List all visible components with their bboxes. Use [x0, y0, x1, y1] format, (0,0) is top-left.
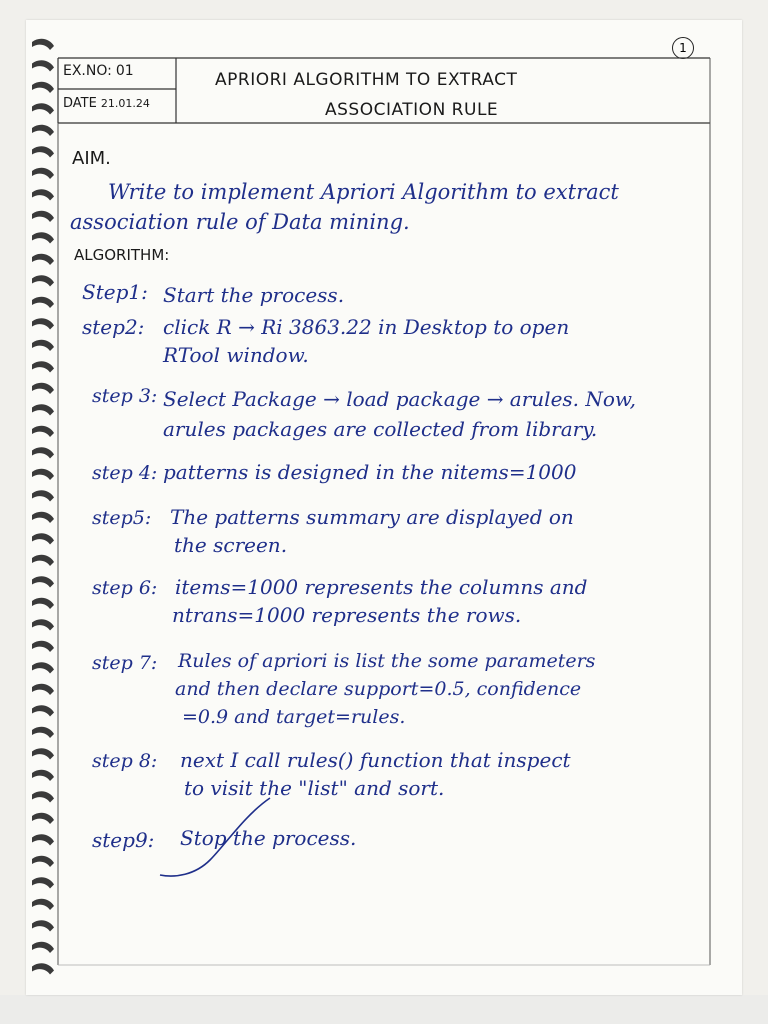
step-text: to visit the "list" and sort. — [184, 776, 445, 800]
ex-no-field — [63, 63, 134, 79]
step-label: step 4: — [92, 462, 158, 484]
aim-line-2: association rule of Data mining. — [70, 210, 410, 234]
step-text: the screen. — [174, 533, 288, 557]
step-label: step9: — [92, 828, 155, 852]
step-label: step 8: — [92, 750, 158, 772]
step-text: =0.9 and target=rules. — [182, 706, 406, 728]
step-text: click R → Ri 3863.22 in Desktop to open — [163, 315, 570, 339]
step-text: Rules of apriori is list the some parameters — [178, 650, 596, 672]
step-text: Select Package → load package → arules. Now, — [163, 387, 637, 411]
step-text: Start the process. — [163, 283, 345, 307]
step-text: arules packages are collected from library. — [163, 417, 598, 441]
title-line-2: ASSOCIATION RULE — [325, 100, 499, 120]
signature-mark — [150, 790, 290, 890]
step-text: ntrans=1000 represents the rows. — [172, 603, 522, 627]
page-number: 1 — [672, 37, 694, 59]
ex-no-value: 01 — [115, 63, 134, 79]
step-label: step 3: — [92, 385, 158, 407]
step-label: step2: — [82, 315, 145, 339]
step-label: step 6: — [92, 577, 158, 599]
date-label: DATE — [63, 96, 97, 111]
step-text: patterns is designed in the nitems=1000 — [163, 460, 577, 484]
date-field — [63, 96, 150, 111]
step-text: next I call rules() function that inspect — [180, 748, 571, 772]
step-label: Step1: — [82, 280, 148, 304]
step-text: and then declare support=0.5, confidence — [175, 678, 582, 700]
aim-heading: AIM. — [72, 148, 111, 169]
step-text: RTool window. — [163, 343, 309, 367]
step-text: The patterns summary are displayed on — [170, 505, 574, 529]
step-label: step5: — [92, 507, 152, 529]
aim-line-1: Write to implement Apriori Algorithm to extract — [108, 180, 619, 204]
step-text: items=1000 represents the columns and — [175, 575, 588, 599]
step-text: Stop the process. — [180, 826, 357, 850]
title-line-1: APRIORI ALGORITHM TO EXTRACT — [215, 70, 518, 90]
algorithm-heading: ALGORITHM: — [74, 246, 170, 264]
date-value: 21.01.24 — [100, 97, 150, 110]
ex-no-label: EX.NO: — [63, 63, 112, 79]
step-label: step 7: — [92, 652, 158, 674]
